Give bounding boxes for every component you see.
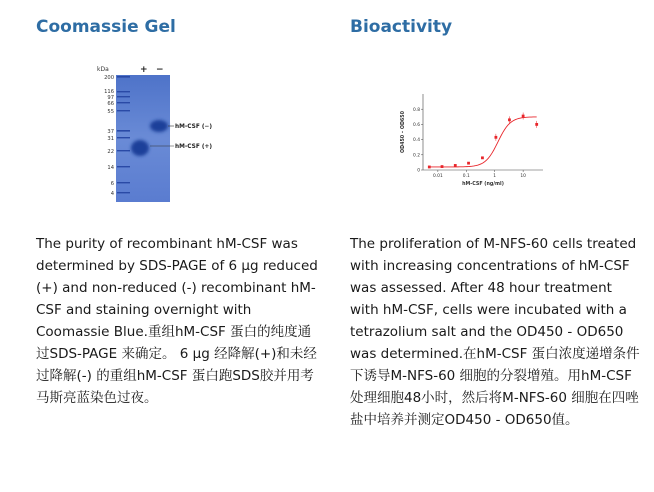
bioactivity-chart (393, 86, 573, 196)
chart-point (481, 156, 484, 159)
band-reduced (131, 140, 149, 156)
chart-x-tick-label: 0.01 (432, 174, 443, 179)
bioactivity-description: The proliferation of M-NFS-60 cells treated with increasing concentrations of hM-CSF was assessed. After 48 hour treatment with hM-CSF, cells were incubated with a tetrazolium salt and the OD450 - OD650 was determined.在hM-CSF 蛋白浓度递增条件下诱导M-NFS-60 细胞的分裂增殖。用hM-CSF处理细胞48小时，然后将M-NFS-60 细胞在四唑盐中培养并测定OD450 - OD650值。 (350, 236, 640, 428)
chart-x-tick-label: 10 (520, 174, 526, 179)
chart-y-tick-label: 0 (417, 168, 420, 174)
chart-point (454, 164, 457, 167)
chart-point (428, 166, 431, 169)
chart-fit-curve (429, 117, 536, 167)
marker-labels (104, 75, 115, 197)
band-label-nonreduced: hM-CSF (−) (175, 124, 212, 130)
chart-y-axis-label: OD450 – OD650 (401, 111, 406, 153)
chart-x-tick-label: 0.1 (462, 174, 470, 179)
chart-x-tick-label: 1 (493, 174, 497, 179)
chart-point (467, 162, 470, 165)
marker-label: 4 (110, 191, 114, 197)
band-nonreduced (150, 120, 168, 132)
chart-y-tick-label: 0.2 (413, 153, 420, 159)
marker-label: 116 (104, 89, 114, 95)
marker-label: 6 (110, 181, 114, 187)
chart-axes (421, 94, 543, 172)
marker-label: 200 (104, 75, 114, 81)
chart-point (441, 165, 444, 168)
chart-fit-line (429, 117, 536, 167)
chart-y-tick-label: 0.4 (413, 138, 420, 144)
chart-point (494, 136, 497, 139)
coomassie-gel-image (96, 62, 236, 204)
bioactivity-title: Bioactivity (350, 17, 453, 37)
kda-label: kDa (97, 66, 109, 73)
chart-point (522, 115, 525, 118)
marker-label: 66 (107, 101, 114, 107)
coomassie-gel-description: The purity of recombinant hM-CSF was determined by SDS-PAGE of 6 μg reduced (+) and non-reduced (-) recombinant hM-CSF and staining overnight with Coomassie Blue.重组hM-CSF 蛋白的纯度通过SDS-PAGE 来确定。 6 μg 经降解(+)和未经过降解(-) 的重组hM-CSF 蛋白跑SDS胶并用考马斯亮蓝染色过夜。 (36, 236, 318, 406)
chart-x-axis-label: hM-CSF (ng/ml) (462, 182, 504, 187)
band-label-reduced: hM-CSF (+) (175, 144, 212, 150)
marker-label: 55 (107, 109, 114, 115)
chart-points (428, 113, 538, 169)
marker-label: 14 (107, 165, 114, 171)
marker-label: 22 (107, 149, 114, 155)
marker-label: 97 (107, 95, 114, 101)
chart-y-tick-label: 0.6 (413, 123, 420, 128)
marker-label: 31 (107, 136, 114, 142)
coomassie-gel-title: Coomassie Gel (36, 17, 176, 37)
chart-point (535, 123, 538, 126)
lane-label-nonreduced: − (156, 65, 164, 75)
marker-label: 37 (107, 129, 114, 135)
lane-label-reduced: + (140, 65, 148, 75)
chart-point (508, 118, 511, 121)
chart-y-tick-label: 0.8 (413, 107, 420, 113)
